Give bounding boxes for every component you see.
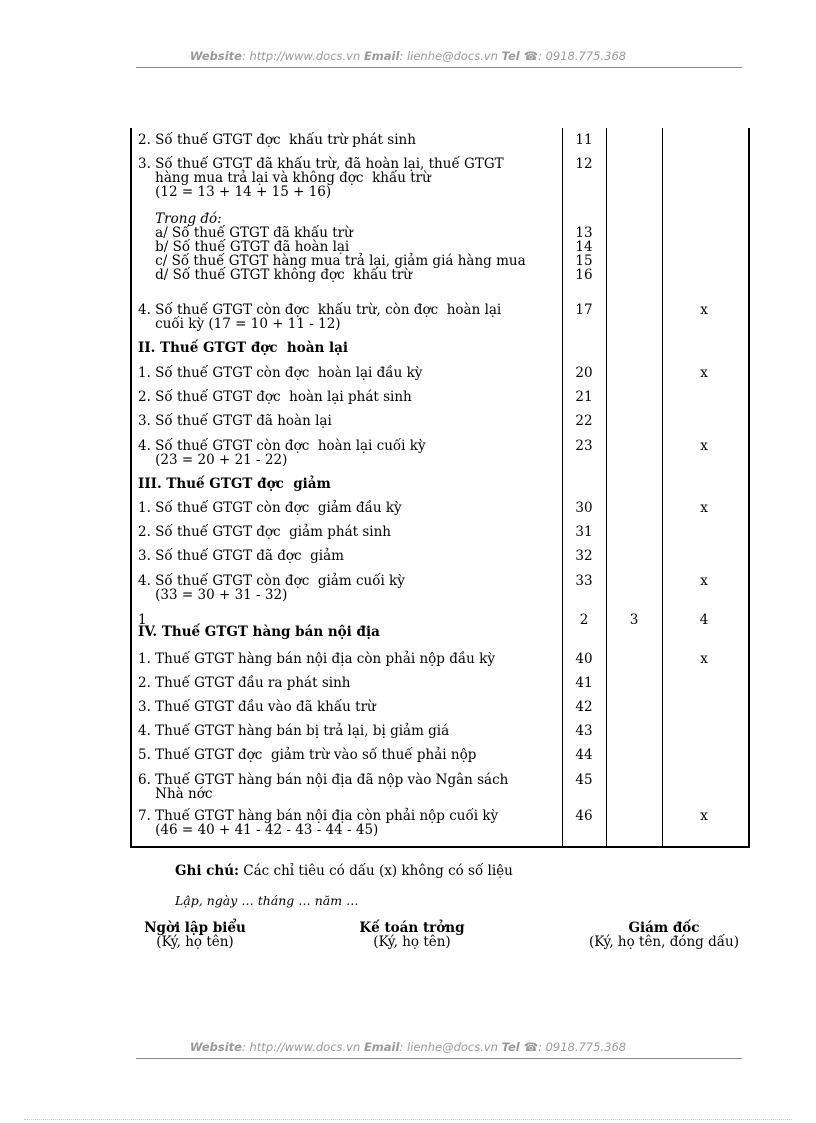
signature-director-title: Giám đốc bbox=[628, 920, 700, 936]
email-label: Email bbox=[363, 49, 400, 63]
description-line: hàng mua trả lại và không đợc khấu trừ bbox=[138, 170, 431, 186]
row-code-value: 17 bbox=[575, 302, 593, 318]
table-row bbox=[132, 574, 748, 602]
row-code bbox=[562, 773, 606, 787]
description-line: II. Thuế GTGT đợc hoàn lại bbox=[138, 340, 348, 356]
website-label: Website bbox=[189, 49, 242, 63]
table-row bbox=[132, 809, 748, 837]
row-code-value bbox=[562, 212, 606, 226]
description-line: 7. Thuế GTGT hàng bán nội địa còn phải nộp cuối kỳ bbox=[138, 808, 499, 824]
description-line: (33 = 30 + 31 - 32) bbox=[138, 587, 288, 603]
row-description bbox=[138, 676, 556, 690]
tel-label: Tel ☎ bbox=[501, 49, 539, 63]
signature-accountant-sub: (Ký, họ tên) bbox=[373, 934, 451, 950]
table-row bbox=[132, 773, 748, 801]
description-line: (46 = 40 + 41 - 42 - 43 - 44 - 45) bbox=[138, 822, 379, 838]
table-row bbox=[132, 501, 748, 515]
row-code bbox=[562, 303, 606, 317]
description-line: 3. Số thuế GTGT đã khấu trừ, đã hoàn lại, thuế GTGT bbox=[138, 156, 504, 172]
table-row bbox=[132, 676, 748, 690]
row-code bbox=[562, 652, 606, 666]
website-value: : http://www.docs.vn bbox=[241, 49, 361, 63]
row-code bbox=[562, 477, 606, 491]
page-footer bbox=[0, 1040, 816, 1054]
section-heading-row bbox=[132, 625, 748, 639]
email-value: : lienhe@docs.vn bbox=[399, 49, 498, 63]
description-line: 6. Thuế GTGT hàng bán nội địa đã nộp vào Ngân sách bbox=[138, 772, 509, 788]
row-x-mark: x bbox=[700, 365, 708, 381]
row-x-mark: x bbox=[700, 302, 708, 318]
description-line: Nhà nớc bbox=[138, 786, 213, 802]
row-code bbox=[562, 549, 606, 563]
table-row bbox=[132, 157, 748, 199]
row-code-value: 2 bbox=[579, 612, 589, 628]
page-bottom-dotted-rule bbox=[24, 1119, 792, 1120]
row-description bbox=[138, 390, 556, 404]
row-code-value: 20 bbox=[575, 365, 593, 381]
row-description bbox=[138, 303, 556, 331]
table-row bbox=[132, 414, 748, 428]
tel-value: : 0918.775.368 bbox=[538, 49, 627, 63]
note-label: Ghi chú: bbox=[175, 863, 240, 879]
row-code-value bbox=[562, 341, 606, 355]
row-code-value: 14 bbox=[575, 239, 593, 255]
description-line: 2. Số thuế GTGT đợc giảm phát sinh bbox=[138, 524, 391, 540]
row-x-mark: 4 bbox=[699, 612, 709, 628]
row-description bbox=[138, 414, 556, 428]
table-row bbox=[132, 652, 748, 666]
row-code-value: 22 bbox=[575, 413, 593, 429]
table-row bbox=[132, 390, 748, 404]
signature-preparer-sub: (Ký, họ tên) bbox=[156, 934, 234, 950]
description-line: III. Thuế GTGT đợc giảm bbox=[138, 476, 331, 492]
row-code-value: 33 bbox=[575, 573, 593, 589]
row-description bbox=[138, 549, 556, 563]
row-code-value: 32 bbox=[575, 548, 593, 564]
description-line: b/ Số thuế GTGT đã hoàn lại bbox=[138, 239, 350, 255]
row-description bbox=[138, 341, 556, 355]
row-code-value: 41 bbox=[575, 675, 593, 691]
footer-email-value: : lienhe@docs.vn bbox=[399, 1040, 498, 1054]
description-line: 4. Số thuế GTGT còn đợc khấu trừ, còn đợc hoàn lại bbox=[138, 302, 502, 318]
footer-tel-value: : 0918.775.368 bbox=[538, 1040, 627, 1054]
row-code-value: 12 bbox=[575, 156, 593, 172]
row-description bbox=[138, 366, 556, 380]
row-code-value: 45 bbox=[575, 772, 593, 788]
row-description bbox=[138, 574, 556, 602]
row-description bbox=[138, 652, 556, 666]
section-heading-row bbox=[132, 477, 748, 491]
row-description bbox=[138, 809, 556, 837]
section-heading-row bbox=[132, 341, 748, 355]
row-code bbox=[562, 414, 606, 428]
row-code-value: 31 bbox=[575, 524, 593, 540]
table-row bbox=[132, 212, 748, 282]
row-x-mark: x bbox=[700, 651, 708, 667]
table-row bbox=[132, 133, 748, 147]
description-line: 3. Số thuế GTGT đã đợc giảm bbox=[138, 548, 344, 564]
row-code bbox=[562, 133, 606, 147]
row-code bbox=[562, 625, 606, 639]
table-row bbox=[132, 724, 748, 738]
footer-email-label: Email bbox=[363, 1040, 400, 1054]
row-x-mark: x bbox=[700, 573, 708, 589]
description-line: 1 bbox=[138, 612, 147, 628]
row-code-value: 13 bbox=[575, 225, 593, 241]
footer-rule bbox=[136, 1058, 742, 1059]
row-code bbox=[562, 574, 606, 588]
table-row bbox=[132, 549, 748, 563]
row-description bbox=[138, 700, 556, 714]
row-description bbox=[138, 525, 556, 539]
description-line: cuối kỳ (17 = 10 + 11 - 12) bbox=[138, 316, 341, 332]
row-description bbox=[138, 625, 556, 639]
description-line: 1. Số thuế GTGT còn đợc hoàn lại đầu kỳ bbox=[138, 365, 423, 381]
row-col3: 3 bbox=[629, 612, 639, 628]
description-line: 4. Số thuế GTGT còn đợc hoàn lại cuối kỳ bbox=[138, 438, 426, 454]
row-description bbox=[138, 439, 556, 467]
row-code-value bbox=[562, 477, 606, 491]
page-header bbox=[0, 49, 816, 63]
row-x-mark: x bbox=[700, 808, 708, 824]
description-line: 1. Thuế GTGT hàng bán nội địa còn phải nộp đầu kỳ bbox=[138, 651, 495, 667]
row-x-mark: x bbox=[700, 500, 708, 516]
description-line: a/ Số thuế GTGT đã khấu trừ bbox=[138, 225, 353, 241]
note-text: Các chỉ tiêu có dấu (x) không có số liệu bbox=[239, 863, 513, 879]
row-description bbox=[138, 212, 556, 282]
footer-website-value: : http://www.docs.vn bbox=[241, 1040, 361, 1054]
row-code bbox=[562, 748, 606, 762]
row-code bbox=[562, 366, 606, 380]
row-code bbox=[562, 212, 606, 282]
description-line: c/ Số thuế GTGT hàng mua trả lại, giảm giá hàng mua bbox=[138, 253, 526, 269]
signature-accountant-title: Kế toán trởng bbox=[359, 920, 465, 936]
row-code-value: 40 bbox=[575, 651, 593, 667]
row-code bbox=[562, 390, 606, 404]
table-row bbox=[132, 439, 748, 467]
row-code bbox=[562, 439, 606, 453]
row-code-value: 43 bbox=[575, 723, 593, 739]
row-code bbox=[562, 724, 606, 738]
signature-preparer-title: Ngời lập biểu bbox=[144, 920, 246, 936]
description-line: IV. Thuế GTGT hàng bán nội địa bbox=[138, 624, 380, 640]
row-description bbox=[138, 133, 556, 147]
description-line: d/ Số thuế GTGT không đợc khấu trừ bbox=[138, 267, 412, 283]
table-row bbox=[132, 748, 748, 762]
row-code bbox=[562, 157, 606, 171]
description-line: (23 = 20 + 21 - 22) bbox=[138, 452, 288, 468]
row-code bbox=[562, 700, 606, 714]
header-rule bbox=[136, 67, 742, 68]
description-line: 4. Thuế GTGT hàng bán bị trả lại, bị giảm giá bbox=[138, 723, 450, 739]
row-description bbox=[138, 724, 556, 738]
row-description bbox=[138, 157, 556, 199]
row-code-value: 21 bbox=[575, 389, 593, 405]
description-line: (12 = 13 + 14 + 15 + 16) bbox=[138, 184, 332, 200]
row-code-value: 16 bbox=[575, 267, 593, 283]
row-code-value: 46 bbox=[575, 808, 593, 824]
row-code bbox=[562, 809, 606, 823]
description-line: 3. Số thuế GTGT đã hoàn lại bbox=[138, 413, 332, 429]
signature-preparer bbox=[130, 921, 260, 949]
date-line: Lập, ngày … tháng … năm … bbox=[175, 893, 359, 908]
vat-table bbox=[130, 128, 750, 848]
row-code-value: 11 bbox=[575, 132, 593, 148]
row-code bbox=[562, 501, 606, 515]
row-code-value bbox=[562, 625, 606, 639]
footer-tel-label: Tel ☎ bbox=[501, 1040, 539, 1054]
description-line: 3. Thuế GTGT đầu vào đã khấu trừ bbox=[138, 699, 376, 715]
table-row bbox=[132, 303, 748, 331]
table-row bbox=[132, 525, 748, 539]
signature-director-sub: (Ký, họ tên, đóng dấu) bbox=[589, 934, 739, 950]
description-line: 2. Số thuế GTGT đợc khấu trừ phát sinh bbox=[138, 132, 416, 148]
description-line: 4. Số thuế GTGT còn đợc giảm cuối kỳ bbox=[138, 573, 405, 589]
description-line: 5. Thuế GTGT đợc giảm trừ vào số thuế phải nộp bbox=[138, 747, 477, 763]
row-code bbox=[562, 341, 606, 355]
row-code-value: 44 bbox=[575, 747, 593, 763]
description-line: 2. Số thuế GTGT đợc hoàn lại phát sinh bbox=[138, 389, 412, 405]
row-code-value: 42 bbox=[575, 699, 593, 715]
table-row bbox=[132, 366, 748, 380]
row-description bbox=[138, 748, 556, 762]
row-description bbox=[138, 773, 556, 801]
row-description bbox=[138, 501, 556, 515]
row-code bbox=[562, 676, 606, 690]
row-code-value: 23 bbox=[575, 438, 593, 454]
row-x-mark: x bbox=[700, 438, 708, 454]
row-code bbox=[562, 525, 606, 539]
footer-website-label: Website bbox=[189, 1040, 242, 1054]
table-row bbox=[132, 700, 748, 714]
signature-director bbox=[586, 921, 742, 949]
row-code-value: 15 bbox=[575, 253, 593, 269]
row-description bbox=[138, 477, 556, 491]
description-line: Trong đó: bbox=[138, 211, 222, 227]
description-line: 1. Số thuế GTGT còn đợc giảm đầu kỳ bbox=[138, 500, 402, 516]
note-line bbox=[175, 864, 513, 878]
description-line: 2. Thuế GTGT đầu ra phát sinh bbox=[138, 675, 351, 691]
signature-accountant bbox=[346, 921, 478, 949]
row-code-value: 30 bbox=[575, 500, 593, 516]
